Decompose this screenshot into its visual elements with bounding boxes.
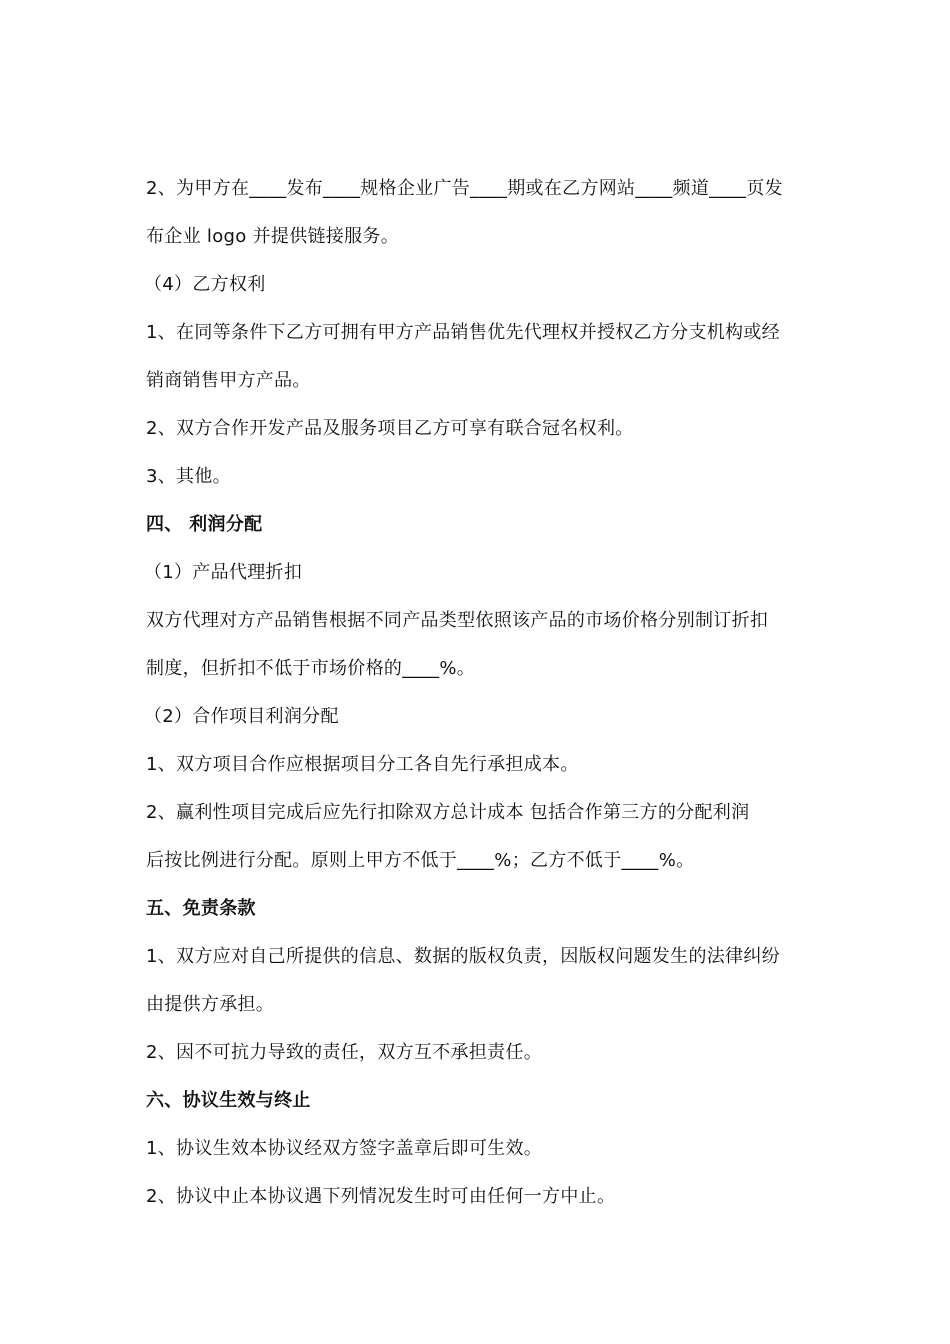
clause-profit-2-line-2: 后按比例进行分配。原则上甲方不低于____%；乙方不低于____%。 xyxy=(146,850,695,871)
section-heading-effect-termination: 六、协议生效与终止 xyxy=(146,1090,311,1111)
discount-paragraph-line-1: 双方代理对方产品销售根据不同产品类型依照该产品的市场价格分别制订折扣 xyxy=(146,610,769,631)
section-heading-disclaimer: 五、免责条款 xyxy=(146,898,256,919)
clause-effect-2: 2、协议中止本协议遇下列情况发生时可由任何一方中止。 xyxy=(146,1186,616,1207)
clause-b-2-line-2: 布企业 logo 并提供链接服务。 xyxy=(146,226,399,247)
subheading-agency-discount: （1）产品代理折扣 xyxy=(144,562,303,583)
clause-rights-1-line-2: 销商销售甲方产品。 xyxy=(146,370,311,391)
clause-profit-1: 1、双方项目合作应根据项目分工各自先行承担成本。 xyxy=(146,754,579,775)
clause-rights-3: 3、其他。 xyxy=(146,466,231,487)
discount-paragraph-line-2: 制度，但折扣不低于市场价格的____%。 xyxy=(146,658,476,679)
section-heading-profit-distribution: 四、 利润分配 xyxy=(146,514,263,535)
subheading-party-b-rights: （4）乙方权利 xyxy=(144,274,266,295)
clause-disclaimer-1-line-2: 由提供方承担。 xyxy=(146,994,275,1015)
clause-rights-2: 2、双方合作开发产品及服务项目乙方可享有联合冠名权利。 xyxy=(146,418,634,439)
subheading-project-profit: （2）合作项目利润分配 xyxy=(144,706,339,727)
clause-b-2-line-1: 2、为甲方在____发布____规格企业广告____期或在乙方网站____频道____页发 xyxy=(146,178,783,199)
clause-profit-2-line-1: 2、赢利性项目完成后应先行扣除双方总计成本 包括合作第三方的分配利润 xyxy=(146,802,750,823)
clause-effect-1: 1、协议生效本协议经双方签字盖章后即可生效。 xyxy=(146,1138,543,1159)
clause-disclaimer-1-line-1: 1、双方应对自己所提供的信息、数据的版权负责，因版权问题发生的法律纠纷 xyxy=(146,946,780,967)
clause-rights-1-line-1: 1、在同等条件下乙方可拥有甲方产品销售优先代理权并授权乙方分支机构或经 xyxy=(146,322,780,343)
clause-disclaimer-2: 2、因不可抗力导致的责任，双方互不承担责任。 xyxy=(146,1042,543,1063)
